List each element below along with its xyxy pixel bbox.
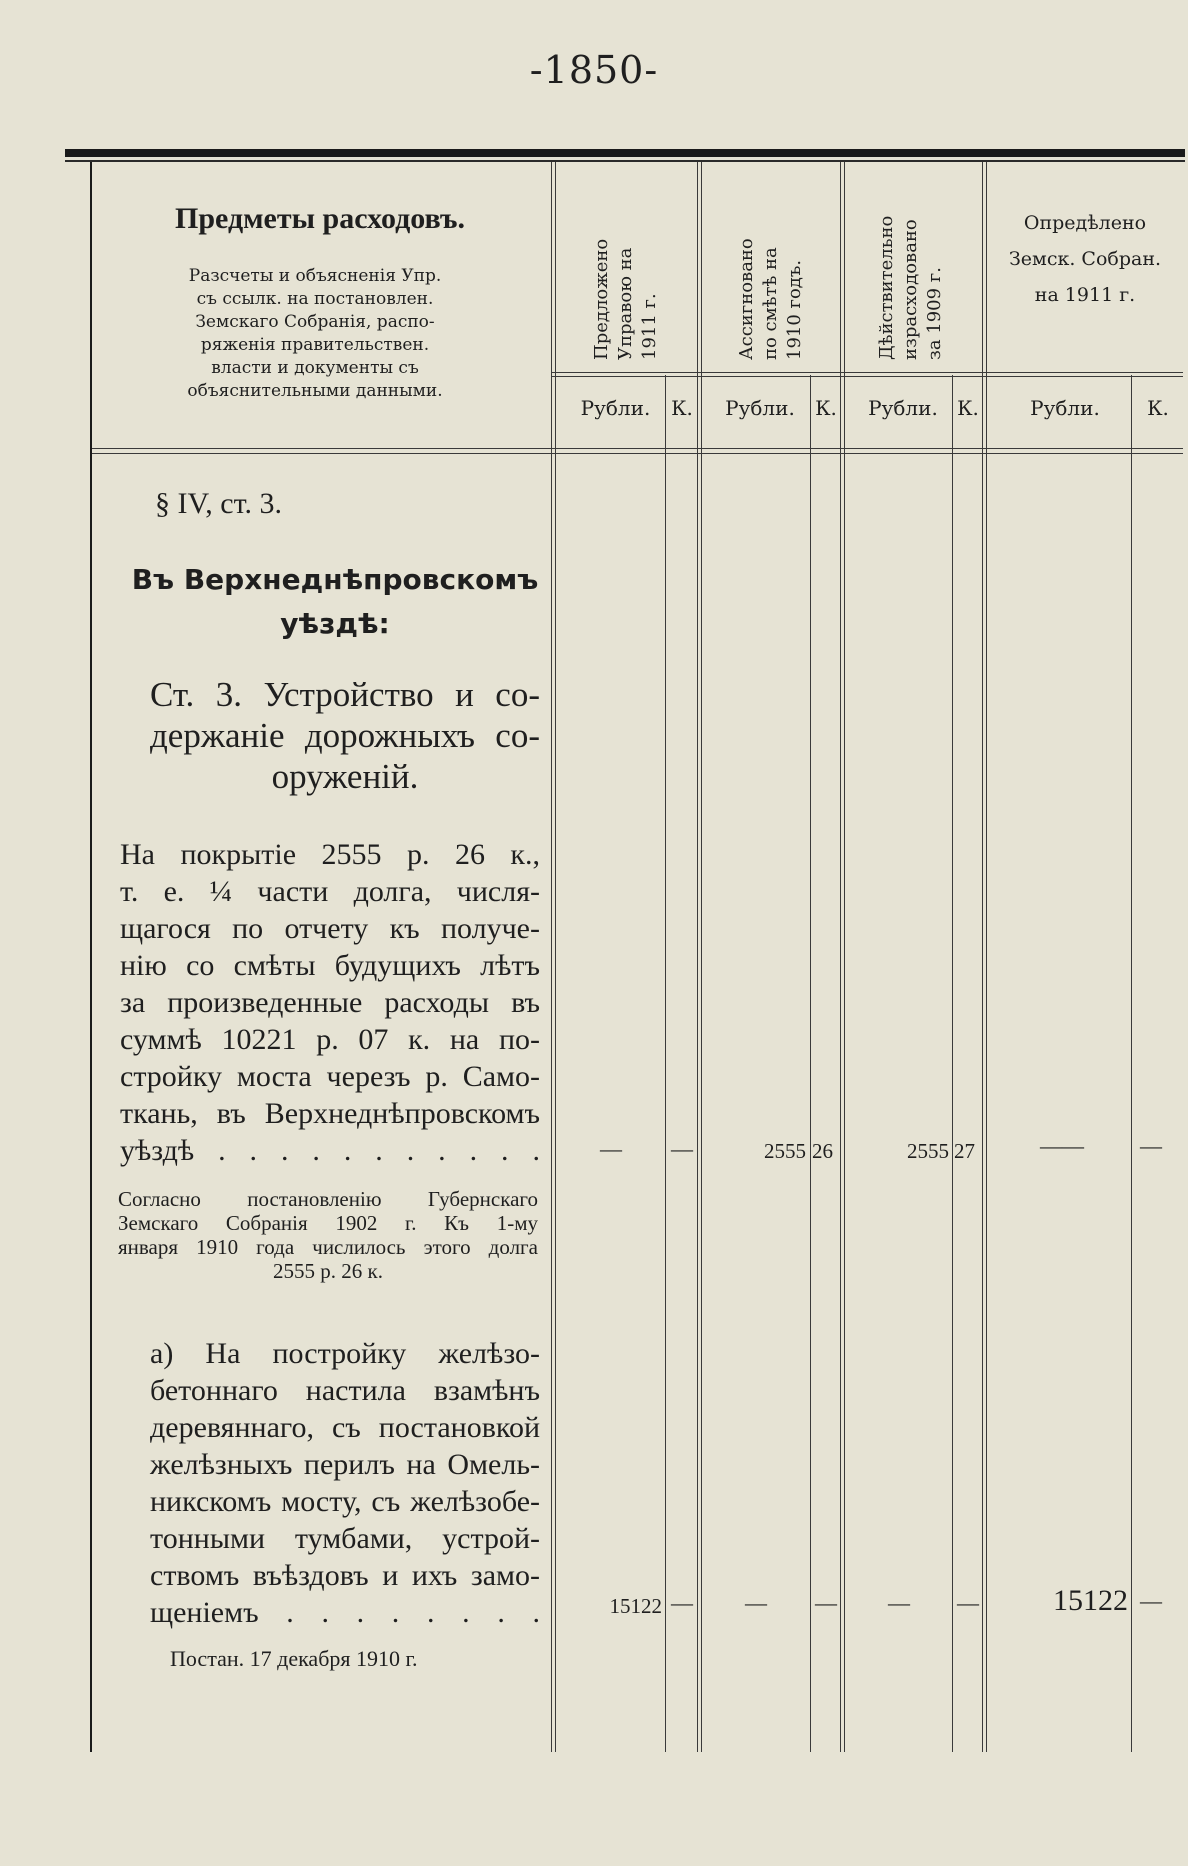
col-divider-4 — [982, 162, 983, 1752]
col-spent-line: Дѣйствительно — [876, 215, 897, 360]
col-assigned-header — [735, 238, 807, 360]
entry2-proposed-rub: 15122 — [609, 1594, 662, 1618]
col-determined-line: Земск. Собран. — [1008, 248, 1162, 270]
entry1-proposed-kop: — — [671, 1136, 693, 1161]
units-top-rule — [551, 372, 1183, 373]
entry2-assigned-rub: — — [745, 1590, 767, 1615]
entry2-determined-rub: 15122 — [1053, 1584, 1128, 1617]
entry2-line: ствомъ въѣздовъ и ихъ замо- — [150, 1559, 540, 1592]
header-subtitle-line: Земскаго Собранія, распо- — [195, 312, 435, 332]
col-assigned-line: Ассигновано — [736, 238, 757, 360]
col-divider-3k — [952, 375, 953, 1752]
entry1-assigned-rub: 2555 — [764, 1139, 806, 1163]
entry1-note — [118, 1187, 538, 1283]
col-proposed-line: Управою на — [615, 247, 636, 360]
entry1-line: нію со смѣты будущихъ лѣтъ — [120, 949, 540, 982]
top-rule-thin — [65, 160, 1185, 162]
col-divider-2b — [701, 162, 702, 1752]
col-divider-1k — [665, 375, 666, 1752]
col-divider-1 — [551, 162, 552, 1752]
entry2-determined-kop: — — [1140, 1588, 1162, 1613]
entry1-line: щагося по отчету къ получе- — [120, 912, 540, 945]
col-assigned-line: по смѣтѣ на — [760, 247, 781, 360]
col-divider-2k — [810, 375, 811, 1752]
col-divider-3 — [840, 162, 841, 1752]
col-divider-1b — [555, 162, 556, 1752]
entry1-line: ткань, въ Верхнеднѣпровскомъ — [120, 1097, 540, 1130]
header-subtitle-line: съ ссылк. на постановлен. — [196, 289, 434, 309]
entry1-line: суммѣ 10221 р. 07 к. на по- — [120, 1023, 540, 1056]
col-determined-line: на 1911 г. — [1034, 284, 1136, 306]
section-ref: § IV, ст. 3. — [155, 487, 282, 520]
entry2-line: тонными тумбами, устрой- — [150, 1522, 540, 1555]
article-heading — [150, 674, 540, 797]
article-line: держаніе дорожныхъ со- — [150, 716, 540, 755]
unit-kopecks: К. — [671, 396, 693, 420]
entry1-last-line: уѣздѣ . . . . . . . . . . . — [120, 1134, 540, 1167]
col-divider-3b — [844, 162, 845, 1752]
entry2-text — [150, 1335, 540, 1631]
entry1-text — [120, 836, 540, 1169]
entry2-last-line: щеніемъ . . . . . . . . — [150, 1596, 540, 1629]
article-line: оруженій. — [271, 757, 419, 796]
district-line: уѣздѣ: — [280, 607, 390, 640]
page-number: -1850- — [529, 48, 659, 92]
col-assigned-line: 1910 годъ. — [784, 259, 805, 360]
col-spent-line: израсходовано — [900, 219, 921, 360]
entry1-note-line: Земскаго Собранія 1902 г. Къ 1-му — [118, 1211, 538, 1235]
unit-kopecks: К. — [957, 396, 979, 420]
col-spent-line: за 1909 г. — [924, 267, 945, 360]
col-proposed-header — [590, 239, 662, 360]
entry1-assigned-kop: 26 — [812, 1139, 833, 1163]
unit-kopecks: К. — [815, 396, 837, 420]
entry2-spent-rub: — — [888, 1590, 910, 1615]
entry2-spent-kop: — — [957, 1590, 979, 1615]
header-subtitle — [150, 265, 480, 403]
header-subtitle-line: объяснительными данными. — [187, 381, 443, 401]
col-spent-header — [875, 216, 947, 360]
district-line: Въ Верхнеднѣпровскомъ — [131, 563, 539, 596]
entry1-line: На покрытіе 2555 р. 26 к., — [120, 838, 540, 871]
top-rule-thick — [65, 149, 1185, 157]
col-proposed-line: 1911 г. — [639, 293, 660, 360]
entry1-determined-rub: —— — [1040, 1133, 1084, 1158]
district-heading — [130, 558, 540, 646]
unit-kopecks: К. — [1147, 396, 1169, 420]
entry1-note-line: Согласно постановленію Губернскаго — [118, 1187, 538, 1211]
entry1-note-line: января 1910 года числилось этого долга — [118, 1235, 538, 1259]
entry2-line: а) На постройку желѣзо- — [150, 1337, 540, 1370]
col-determined-header — [985, 205, 1185, 313]
entry2-line: желѣзныхъ перилъ на Омель- — [150, 1448, 540, 1481]
unit-rubles: Рубли. — [868, 396, 938, 420]
entry2-assigned-kop: — — [815, 1590, 837, 1615]
entry2-line: никскомъ мосту, съ желѣзобе- — [150, 1485, 540, 1518]
entry2-proposed-kop: — — [671, 1590, 693, 1615]
header-bottom-rule-b — [92, 453, 1183, 454]
col-divider-2 — [697, 162, 698, 1752]
entry1-spent-rub: 2555 — [907, 1139, 949, 1163]
col-divider-4k — [1131, 375, 1132, 1752]
entry1-line: т. е. ¼ части долга, числя- — [120, 875, 540, 908]
unit-rubles: Рубли. — [1030, 396, 1100, 420]
header-subtitle-line: ряженія правительствен. — [200, 335, 430, 355]
entry2-post: Постан. 17 декабря 1910 г. — [170, 1646, 418, 1671]
table-left-border — [90, 162, 92, 1752]
col-determined-line: Опредѣлено — [1023, 212, 1147, 234]
entry1-spent-kop: 27 — [954, 1139, 975, 1163]
header-subtitle-line: Разсчеты и объясненія Упр. — [188, 266, 442, 286]
unit-rubles: Рубли. — [725, 396, 795, 420]
article-line: Ст. 3. Устройство и со- — [150, 675, 540, 714]
entry1-determined-kop: — — [1140, 1133, 1162, 1158]
entry2-line: бетоннаго настила взамѣнъ — [150, 1374, 540, 1407]
units-top-rule-b — [551, 376, 1183, 377]
header-subtitle-line: власти и документы съ — [211, 358, 419, 378]
unit-rubles: Рубли. — [580, 396, 651, 420]
entry1-proposed-rub: — — [600, 1136, 622, 1161]
entry1-note-line: 2555 р. 26 к. — [273, 1259, 383, 1283]
entry1-line: стройку моста черезъ р. Само- — [120, 1060, 540, 1093]
entry2-line: деревяннаго, съ постановкой — [150, 1411, 540, 1444]
header-bottom-rule — [92, 448, 1183, 449]
entry1-line: за произведенные расходы въ — [120, 986, 540, 1019]
col-proposed-line: Предложено — [591, 238, 612, 360]
header-title: Предметы расходовъ. — [175, 202, 465, 235]
col-divider-4b — [986, 162, 987, 1752]
